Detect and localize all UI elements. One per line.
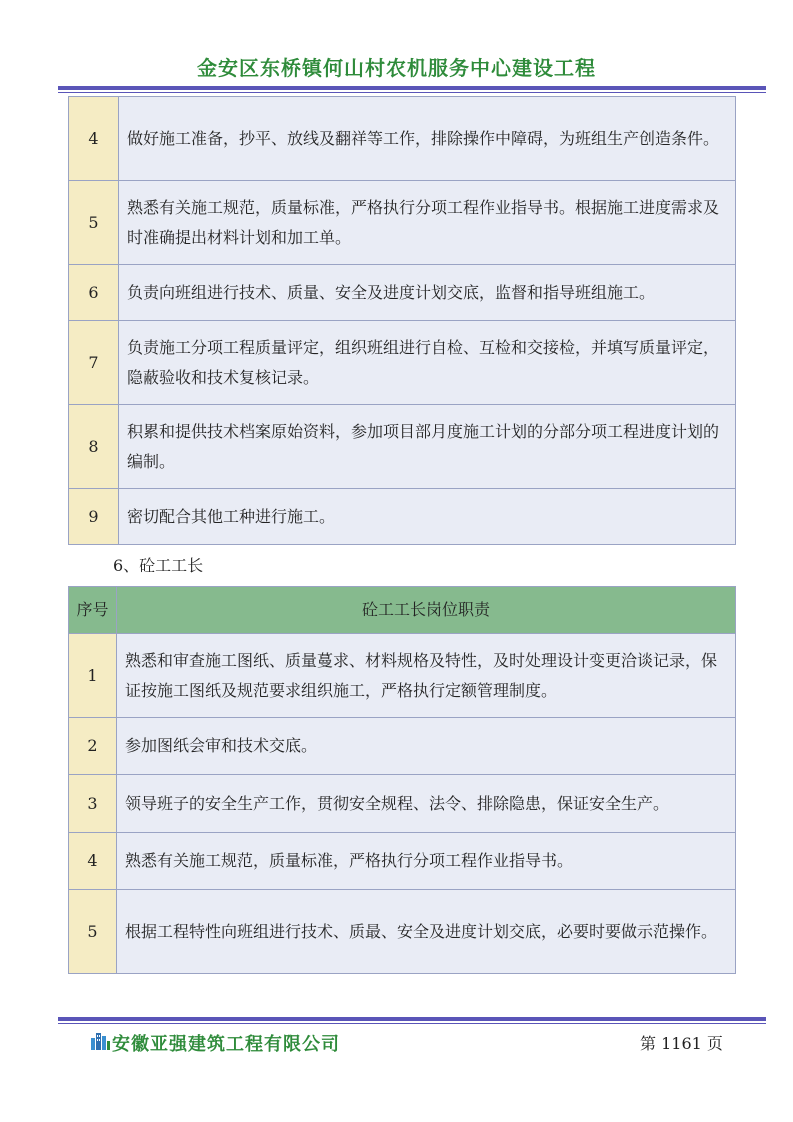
table-row	[69, 181, 736, 265]
page-number: 第 1161 页	[640, 1034, 723, 1053]
column-header-duties: 砼工工长岗位职责	[117, 587, 736, 634]
duties-table-continued	[68, 96, 736, 545]
row-number: 2	[69, 718, 117, 775]
row-text: 密切配合其他工种进行施工。	[119, 489, 736, 545]
table-row	[69, 634, 736, 718]
table-row	[69, 405, 736, 489]
row-number: 4	[69, 97, 119, 181]
section-heading: 6、砼工工长	[113, 556, 204, 575]
row-number: 5	[69, 890, 117, 974]
table-row	[69, 775, 736, 833]
row-number: 3	[69, 775, 117, 833]
column-header-number: 序号	[69, 587, 117, 634]
header-divider	[58, 86, 766, 93]
document-title: 金安区东桥镇何山村农机服务中心建设工程	[197, 56, 596, 80]
table-row	[69, 833, 736, 890]
row-text: 熟悉和审查施工图纸、质量蔓求、材料规格及特性，及时处理设计变更洽谈记录，保证按施工图纸及规范要求组织施工，严格执行定额管理制度。	[117, 634, 736, 718]
building-logo-icon	[90, 1030, 110, 1050]
concrete-foreman-duties-table	[68, 586, 736, 974]
table-row	[69, 321, 736, 405]
row-number: 4	[69, 833, 117, 890]
row-text: 熟悉有关施工规范，质量标准，严格执行分项工程作业指导书。	[117, 833, 736, 890]
table-row	[69, 97, 736, 181]
row-text: 熟悉有关施工规范，质量标准，严格执行分项工程作业指导书。根据施工进度需求及时准确提出材料计划和加工单。	[119, 181, 736, 265]
table-row	[69, 890, 736, 974]
table-header-row	[69, 587, 736, 634]
row-text: 领导班子的安全生产工作，贯彻安全规程、法令、排除隐患，保证安全生产。	[117, 775, 736, 833]
table-row	[69, 718, 736, 775]
row-text: 根据工程特性向班组进行技术、质最、安全及进度计划交底，必要时要做示范操作。	[117, 890, 736, 974]
row-number: 7	[69, 321, 119, 405]
row-text: 参加图纸会审和技术交底。	[117, 718, 736, 775]
table-row	[69, 265, 736, 321]
footer-divider	[58, 1017, 766, 1024]
row-text: 负责施工分项工程质量评定，组织班组进行自检、互检和交接检，并填写质量评定，隐蔽验收和技术复核记录。	[119, 321, 736, 405]
row-number: 5	[69, 181, 119, 265]
footer-company-name: 安徽亚强建筑工程有限公司	[112, 1034, 340, 1055]
row-number: 6	[69, 265, 119, 321]
row-number: 9	[69, 489, 119, 545]
row-text: 做好施工准备，抄平、放线及翻祥等工作，排除操作中障碍，为班组生产创造条件。	[119, 97, 736, 181]
row-number: 1	[69, 634, 117, 718]
row-text: 负责向班组进行技术、质量、安全及进度计划交底，监督和指导班组施工。	[119, 265, 736, 321]
row-number: 8	[69, 405, 119, 489]
table-row	[69, 489, 736, 545]
row-text: 积累和提供技术档案原始资料，参加项目部月度施工计划的分部分项工程进度计划的编制。	[119, 405, 736, 489]
